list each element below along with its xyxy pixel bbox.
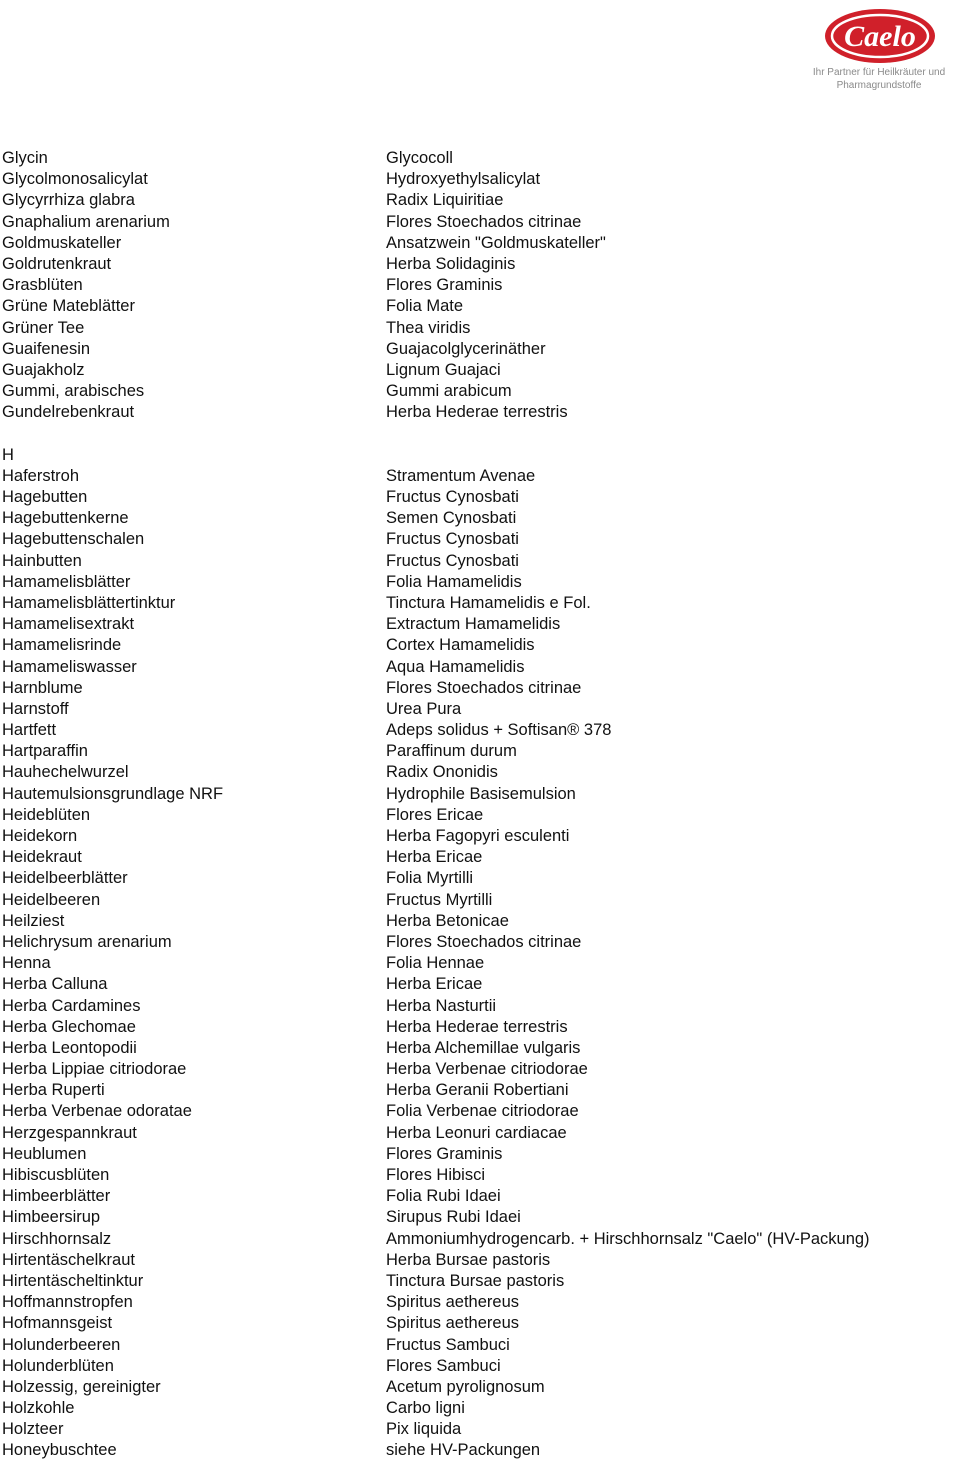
glossary-row	[2, 741, 952, 762]
latin-term: Stramentum Avenae	[386, 466, 536, 485]
glossary-row	[2, 1080, 952, 1101]
glossary-row	[2, 1313, 952, 1334]
glossary-row	[2, 1101, 952, 1122]
german-term: Grasblüten	[2, 276, 83, 295]
glossary-row	[2, 911, 952, 932]
latin-term: Acetum pyrolignosum	[386, 1377, 545, 1396]
german-term: Goldmuskateller	[2, 233, 122, 252]
latin-term: Herba Leonuri cardiacae	[386, 1123, 567, 1142]
german-term: Holunderbeeren	[2, 1335, 121, 1354]
logo-wordmark: Caelo	[844, 20, 916, 53]
latin-term: Extractum Hamamelidis	[386, 615, 561, 634]
latin-term: Sirupus Rubi Idaei	[386, 1208, 521, 1227]
caelo-logo-mark	[824, 8, 936, 64]
latin-term: Guajacolglycerinäther	[386, 339, 546, 358]
glossary-row	[2, 148, 952, 169]
glossary-row	[2, 932, 952, 953]
latin-term: Hydroxyethylsalicylat	[386, 170, 541, 189]
german-term: Hirtentäschelkraut	[2, 1250, 135, 1269]
glossary-row	[2, 1207, 952, 1228]
latin-term: Flores Graminis	[386, 276, 503, 295]
german-term: Heidelbeeren	[2, 890, 101, 909]
latin-term: Spiritus aethereus	[386, 1314, 519, 1333]
glossary-row	[2, 254, 952, 275]
latin-term: Herba Bursae pastoris	[386, 1250, 551, 1269]
latin-term: Ansatzwein "Goldmuskateller"	[386, 233, 606, 252]
glossary-row	[2, 296, 952, 317]
latin-term: Folia Verbenae citriodorae	[386, 1102, 579, 1121]
latin-term: Flores Stoechados citrinae	[386, 212, 582, 231]
latin-term: Folia Myrtilli	[386, 869, 474, 888]
german-term: Hamamelisblättertinktur	[2, 593, 176, 612]
german-term: Himbeersirup	[2, 1208, 101, 1227]
latin-term: Folia Mate	[386, 297, 464, 316]
glossary-row	[2, 318, 952, 339]
german-term: Herba Ruperti	[2, 1081, 105, 1100]
german-term: Hibiscusblüten	[2, 1166, 110, 1184]
latin-term: Herba Betonicae	[386, 911, 509, 930]
glossary-row	[2, 1017, 952, 1038]
logo-tagline-line2: Pharmagrundstoffe	[836, 80, 922, 91]
glossary-row	[2, 699, 952, 720]
latin-term: Flores Stoechados citrinae	[386, 678, 582, 697]
glossary-row	[2, 381, 952, 402]
german-term: Himbeerblätter	[2, 1187, 111, 1206]
glossary-row	[2, 1144, 952, 1165]
german-term: Hautemulsionsgrundlage NRF	[2, 784, 224, 803]
latin-term: Tinctura Hamamelidis e Fol.	[386, 593, 591, 612]
glossary-row	[2, 1059, 952, 1080]
glossary-row	[2, 826, 952, 847]
latin-term: Glycocoll	[386, 149, 453, 167]
german-term: Helichrysum arenarium	[2, 932, 172, 951]
latin-term: Herba Ericae	[386, 848, 483, 867]
latin-term: Urea Pura	[386, 699, 462, 718]
german-term: Heublumen	[2, 1144, 87, 1163]
german-term: Herba Cardamines	[2, 996, 141, 1015]
latin-term: Herba Nasturtii	[386, 996, 497, 1015]
section-h	[2, 466, 952, 1462]
latin-term: Radix Ononidis	[386, 763, 498, 782]
german-term: Grüner Tee	[2, 318, 85, 337]
german-term: Harnblume	[2, 678, 83, 697]
german-term: Heilziest	[2, 911, 65, 930]
glossary-row	[2, 868, 952, 889]
german-term: Herba Leontopodii	[2, 1038, 137, 1057]
german-term: Hamameliswasser	[2, 657, 137, 676]
latin-term: Fructus Myrtilli	[386, 890, 493, 909]
german-term: Glycyrrhiza glabra	[2, 191, 135, 210]
german-term: Hauhechelwurzel	[2, 763, 129, 782]
glossary-row	[2, 551, 952, 572]
glossary-row	[2, 974, 952, 995]
german-term: Holzessig, gereinigter	[2, 1377, 161, 1396]
german-term: Hirschhornsalz	[2, 1229, 112, 1248]
glossary-row	[2, 1186, 952, 1207]
glossary-row	[2, 678, 952, 699]
german-term: Holzkohle	[2, 1399, 75, 1418]
glossary-row	[2, 402, 952, 423]
latin-term: Herba Ericae	[386, 975, 483, 994]
latin-term: Fructus Cynosbati	[386, 488, 519, 506]
latin-term: Flores Graminis	[386, 1144, 503, 1163]
latin-term: Thea viridis	[386, 318, 471, 337]
german-term: Henna	[2, 954, 51, 973]
latin-term: Gummi arabicum	[386, 382, 512, 401]
glossary-row	[2, 487, 952, 508]
latin-term: Pix liquida	[386, 1420, 462, 1439]
german-term: Heidekorn	[2, 827, 78, 845]
glossary-row	[2, 1377, 952, 1398]
glossary-row	[2, 1440, 952, 1461]
latin-term: Herba Solidaginis	[386, 254, 516, 273]
glossary-row	[2, 360, 952, 381]
german-term: Hagebuttenschalen	[2, 530, 145, 549]
glossary-row	[2, 1292, 952, 1313]
logo-tagline-line1: Ihr Partner für Heilkräuter und	[812, 67, 946, 78]
glossary-row	[2, 1356, 952, 1377]
latin-term: Spiritus aethereus	[386, 1293, 519, 1312]
glossary-row	[2, 762, 952, 783]
glossary-row	[2, 339, 952, 360]
glossary-row	[2, 572, 952, 593]
german-term: Heidelbeerblätter	[2, 869, 128, 888]
latin-term: Herba Verbenae citriodorae	[386, 1060, 588, 1079]
caelo-logo	[800, 6, 958, 96]
glossary-row	[2, 529, 952, 550]
german-term: Gnaphalium arenarium	[2, 212, 170, 231]
glossary-row	[2, 657, 952, 678]
glossary-row	[2, 1229, 952, 1250]
german-term: Hirtentäscheltinktur	[2, 1271, 144, 1290]
german-term: Hainbutten	[2, 551, 82, 570]
glossary-row	[2, 1038, 952, 1059]
section-letter-h: H	[2, 445, 14, 464]
latin-term: Carbo ligni	[386, 1399, 465, 1418]
german-term: Haferstroh	[2, 466, 80, 485]
section-spacer	[2, 423, 952, 444]
german-term: Hagebuttenkerne	[2, 509, 129, 528]
latin-term: Fructus Cynosbati	[386, 530, 519, 549]
german-term: Guaifenesin	[2, 339, 91, 358]
logo-tagline	[800, 66, 958, 92]
latin-term: Flores Sambuci	[386, 1356, 501, 1375]
latin-term: Lignum Guajaci	[386, 360, 501, 379]
latin-term: Folia Hamamelidis	[386, 572, 522, 591]
german-term: Herba Verbenae odoratae	[2, 1102, 192, 1121]
latin-term: Folia Hennae	[386, 954, 485, 973]
glossary-row	[2, 996, 952, 1017]
glossary-row	[2, 1335, 952, 1356]
german-term: Hamamelisextrakt	[2, 615, 135, 634]
german-term: Guajakholz	[2, 360, 85, 379]
glossary-list	[2, 148, 952, 1462]
glossary-row	[2, 784, 952, 805]
latin-term: Fructus Sambuci	[386, 1335, 510, 1354]
glossary-row	[2, 614, 952, 635]
glossary-row	[2, 233, 952, 254]
latin-term: Flores Stoechados citrinae	[386, 932, 582, 951]
glossary-row	[2, 1250, 952, 1271]
german-term: Heidekraut	[2, 848, 82, 867]
latin-term: Herba Hederae terrestris	[386, 1017, 568, 1036]
german-term: Hofmannsgeist	[2, 1314, 113, 1333]
glossary-row	[2, 190, 952, 211]
german-term: Goldrutenkraut	[2, 254, 112, 273]
latin-term: siehe HV-Packungen	[386, 1441, 541, 1460]
latin-term: Semen Cynosbati	[386, 509, 517, 528]
latin-term: Fructus Cynosbati	[386, 551, 519, 570]
glossary-row	[2, 635, 952, 656]
german-term: Hamamelisblätter	[2, 572, 131, 591]
latin-term: Flores Ericae	[386, 805, 484, 824]
latin-term: Radix Liquiritiae	[386, 191, 504, 210]
german-term: Holzteer	[2, 1420, 64, 1439]
glossary-row	[2, 1165, 952, 1186]
german-term: Hartparaffin	[2, 742, 88, 761]
german-term: Grüne Mateblätter	[2, 297, 135, 316]
german-term: Hagebutten	[2, 488, 88, 506]
glossary-row	[2, 212, 952, 233]
glossary-row	[2, 466, 952, 487]
latin-term: Herba Hederae terrestris	[386, 403, 568, 422]
german-term: Herba Glechomae	[2, 1017, 136, 1036]
german-term: Harnstoff	[2, 699, 69, 718]
latin-term: Paraffinum durum	[386, 742, 517, 761]
latin-term: Hydrophile Basisemulsion	[386, 784, 576, 803]
german-term: Herzgespannkraut	[2, 1123, 137, 1142]
glossary-row	[2, 169, 952, 190]
german-term: Hartfett	[2, 721, 57, 740]
german-term: Hoffmannstropfen	[2, 1293, 133, 1312]
latin-term: Tinctura Bursae pastoris	[386, 1271, 565, 1290]
glossary-row	[2, 1419, 952, 1440]
latin-term: Herba Fagopyri esculenti	[386, 827, 570, 845]
glossary-row	[2, 593, 952, 614]
german-term: Glycin	[2, 149, 48, 167]
latin-term: Adeps solidus + Softisan® 378	[386, 721, 612, 740]
glossary-row	[2, 953, 952, 974]
latin-term: Herba Alchemillae vulgaris	[386, 1038, 581, 1057]
glossary-row	[2, 847, 952, 868]
section-g	[2, 148, 952, 423]
glossary-row	[2, 1271, 952, 1292]
glossary-row	[2, 275, 952, 296]
german-term: Gundelrebenkraut	[2, 403, 135, 422]
latin-term: Folia Rubi Idaei	[386, 1187, 501, 1206]
glossary-row	[2, 1398, 952, 1419]
latin-term: Ammoniumhydrogencarb. + Hirschhornsalz "Caelo" (HV-Packung)	[386, 1229, 870, 1248]
glossary-row	[2, 508, 952, 529]
latin-term: Herba Geranii Robertiani	[386, 1081, 569, 1100]
latin-term: Cortex Hamamelidis	[386, 636, 535, 655]
latin-term: Aqua Hamamelidis	[386, 657, 525, 676]
german-term: Gummi, arabisches	[2, 382, 145, 401]
german-term: Herba Lippiae citriodorae	[2, 1060, 187, 1079]
german-term: Glycolmonosalicylat	[2, 170, 148, 189]
german-term: Hamamelisrinde	[2, 636, 122, 655]
german-term: Holunderblüten	[2, 1356, 114, 1375]
german-term: Honeybuschtee	[2, 1441, 117, 1460]
latin-term: Flores Hibisci	[386, 1166, 486, 1184]
glossary-row	[2, 1123, 952, 1144]
german-term: Heideblüten	[2, 805, 91, 824]
glossary-row	[2, 805, 952, 826]
glossary-row	[2, 720, 952, 741]
glossary-row	[2, 890, 952, 911]
german-term: Herba Calluna	[2, 975, 108, 994]
